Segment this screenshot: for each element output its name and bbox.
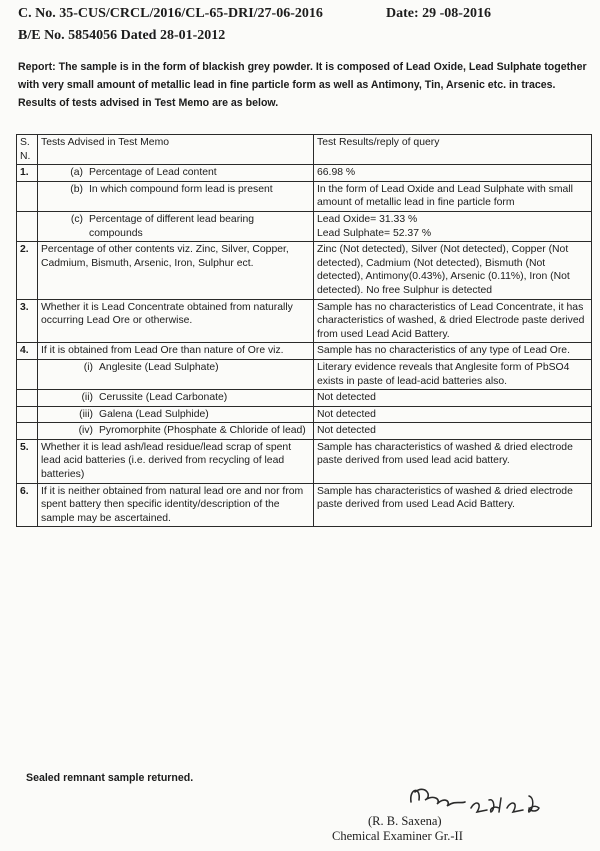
table-row (17, 165, 592, 182)
row-test: If it is neither obtained from natural lead ore and nor from spent battery then specific identity/description of the sample may be ascertained. (38, 483, 314, 527)
row-test: Percentage of different lead bearing compounds (89, 213, 255, 239)
table-row (17, 483, 592, 527)
row-sn: 6. (17, 483, 38, 527)
row-result (314, 211, 592, 241)
row-sn (17, 390, 38, 407)
table-header-row (17, 135, 592, 165)
header-sn: S. N. (17, 135, 38, 165)
row-label: (iv) (78, 425, 93, 437)
table-row (17, 299, 592, 343)
signatory-name: (R. B. Saxena) (368, 814, 442, 828)
test-results-table (16, 134, 592, 527)
table-row (17, 181, 592, 211)
row-result: Not detected (314, 390, 592, 407)
row-sn (17, 423, 38, 440)
sealed-remnant-note: Sealed remnant sample returned. (26, 772, 194, 784)
row-result: Sample has no characteristics of any type of Lead Ore. (314, 343, 592, 360)
row-label: (c) (70, 213, 83, 225)
table-row (17, 359, 592, 389)
row-test: In which compound form lead is present (89, 183, 273, 195)
row-result: Sample has no characteristics of Lead Concentrate, it has characteristics of washed, & dried Electrode paste derived from used Lead Acid Battery. (314, 299, 592, 343)
row-test: Whether it is Lead Concentrate obtained from naturally occurring Lead Ore or otherwise. (38, 299, 314, 343)
table-row (17, 343, 592, 360)
be-number: B/E No. 5854056 Dated 28-01-2012 (18, 28, 226, 43)
case-number-line (18, 6, 491, 22)
row-label: (i) (83, 361, 93, 373)
table-row (17, 423, 592, 440)
row-label: (b) (70, 183, 83, 195)
row-test: Anglesite (Lead Sulphate) (99, 361, 219, 373)
row-sn: 2. (17, 242, 38, 299)
row-label: (ii) (81, 392, 93, 404)
row-test: If it is obtained from Lead Ore than nature of Ore viz. (38, 343, 314, 360)
row-result: Not detected (314, 406, 592, 423)
table-row (17, 242, 592, 299)
row-sn: 3. (17, 299, 38, 343)
header-tests: Tests Advised in Test Memo (38, 135, 314, 165)
table-row (17, 406, 592, 423)
row-label: (a) (70, 167, 83, 179)
row-result: Literary evidence reveals that Anglesite form of PbSO4 exists in paste of lead-acid batteries also. (314, 359, 592, 389)
table-row (17, 211, 592, 241)
row-result: In the form of Lead Oxide and Lead Sulphate with small amount of metallic lead in fine particle form (314, 181, 592, 211)
row-sn: 5. (17, 439, 38, 483)
row-sn (17, 406, 38, 423)
table-row (17, 439, 592, 483)
row-sn: 4. (17, 343, 38, 360)
row-result: 66.98 % (314, 165, 592, 182)
lead-sulphate-result: Lead Sulphate= 52.37 % (317, 227, 432, 239)
row-test: Percentage of Lead content (89, 167, 217, 179)
row-sn: 1. (17, 165, 38, 182)
report-date: Date: 29 -08-2016 (386, 6, 491, 21)
row-test: Percentage of other contents viz. Zinc, Silver, Copper, Cadmium, Bismuth, Arsenic, Iron, Sulphur ect. (38, 242, 314, 299)
row-result: Not detected (314, 423, 592, 440)
row-result: Zinc (Not detected), Silver (Not detected), Copper (Not detected), Cadmium (Not detected), Bismuth (Not detected), Antimony(0.43%), Arsenic (0.11%), Iron (Not detected). No free Sulphur is detected (314, 242, 592, 299)
report-paragraph: Report: The sample is in the form of blackish grey powder. It is composed of Lead Oxide, Lead Sulphate together with very small amount of metallic lead in fine particle form as well as Antimony, Tin, Arsenic etc. in traces. Results of tests advised in Test Memo are as below. (18, 61, 587, 109)
table-row (17, 390, 592, 407)
row-test: Pyromorphite (Phosphate & Chloride of lead) (99, 425, 306, 437)
row-test: Cerussite (Lead Carbonate) (99, 392, 228, 404)
row-sn (17, 359, 38, 389)
signatory-designation: Chemical Examiner Gr.-II (332, 829, 463, 843)
handwritten-signature (405, 778, 555, 818)
lead-oxide-result: Lead Oxide= 31.33 % (317, 213, 418, 225)
row-result: Sample has characteristics of washed & dried electrode paste derived from used Lead Acid Battery. (314, 483, 592, 527)
row-label: (iii) (79, 408, 93, 420)
row-sn (17, 181, 38, 211)
row-result: Sample has characteristics of washed & dried electrode paste derived from used lead acid battery. (314, 439, 592, 483)
header-results: Test Results/reply of query (314, 135, 592, 165)
row-test: Whether it is lead ash/lead residue/lead scrap of spent lead acid batteries (i.e. derived from recycling of lead batteries) (38, 439, 314, 483)
case-number: C. No. 35-CUS/CRCL/2016/CL-65-DRI/27-06-2016 (18, 6, 323, 21)
row-sn (17, 211, 38, 241)
row-test: Galena (Lead Sulphide) (99, 408, 209, 420)
